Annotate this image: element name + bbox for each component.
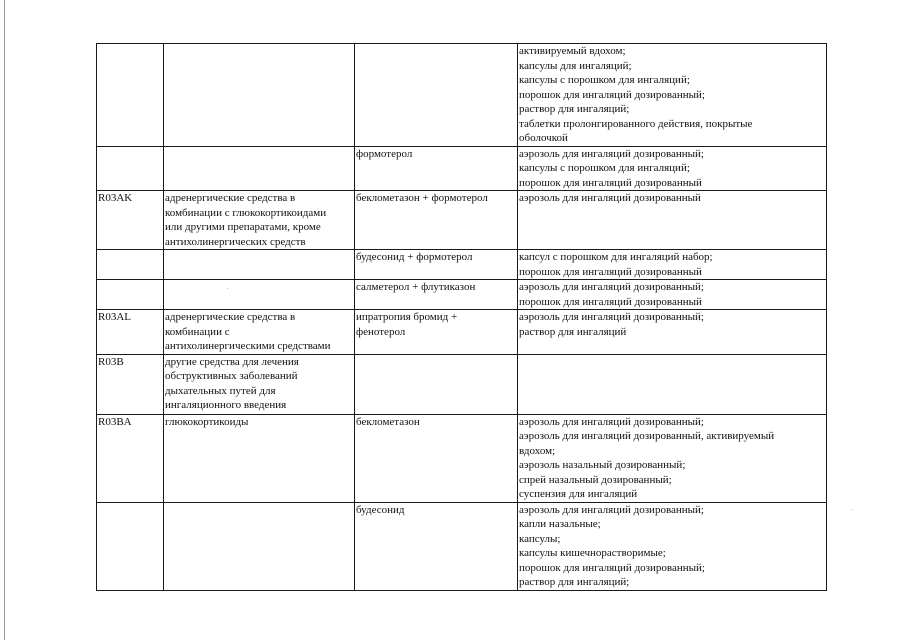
cell-text-line: раствор для ингаляций: [519, 325, 627, 338]
table-body: [97, 44, 827, 591]
substance-cell: [355, 44, 518, 147]
cell-text-line: раствор для ингаляций;: [519, 103, 630, 115]
group-name-cell: [164, 414, 355, 502]
substance-cell: [355, 146, 518, 191]
cell-text-line: другие средства для лечения: [165, 355, 299, 368]
cell-text-line: порошок для ингаляций дозированный: [519, 176, 702, 189]
cell-text-line: комбинации с глюкокортикоидами: [165, 206, 327, 219]
substance-cell: [355, 250, 518, 280]
cell-text-line: аэрозоль для ингаляций дозированный, активируемый: [519, 430, 775, 442]
cell-text-line: или другими препаратами, кроме: [165, 221, 321, 233]
table-row: [97, 502, 827, 590]
cell-text-line: беклометазон: [356, 415, 420, 428]
cell-text-line: спрей назальный дозированный;: [519, 473, 672, 486]
cell-text-line: антихолинергических средств: [165, 235, 306, 248]
drug-classification-table: [96, 43, 827, 591]
cell-text-line: фенотерол: [356, 325, 406, 338]
substance-cell: [355, 280, 518, 310]
cell-text-line: R03BA: [98, 415, 132, 428]
table-row: [97, 414, 827, 502]
substance-cell: [355, 191, 518, 250]
cell-text-line: порошок для ингаляций дозированный: [519, 295, 702, 308]
cell-text-line: аэрозоль для ингаляций дозированный;: [519, 415, 704, 428]
cell-text-line: ингаляционного введения: [165, 399, 287, 411]
cell-text-line: салметерол + флутиказон: [356, 281, 476, 293]
table-row: [97, 354, 827, 414]
dosage-forms-cell: [518, 280, 827, 310]
dosage-forms-cell: [518, 250, 827, 280]
cell-text-line: вдохом;: [519, 444, 556, 457]
dosage-forms-cell: [518, 310, 827, 355]
substance-cell: [355, 414, 518, 502]
cell-text-line: порошок для ингаляций дозированный: [519, 265, 702, 278]
dosage-forms-cell: [518, 354, 827, 414]
cell-text-line: капсулы для ингаляций;: [519, 59, 632, 72]
atc-code-cell: [97, 250, 164, 280]
cell-text-line: аэрозоль для ингаляций дозированный;: [519, 311, 704, 323]
dosage-forms-cell: [518, 191, 827, 250]
cell-text-line: оболочкой: [519, 132, 568, 144]
cell-text-line: порошок для ингаляций дозированный;: [519, 88, 705, 101]
group-name-cell: [164, 250, 355, 280]
dosage-forms-cell: [518, 502, 827, 590]
cell-text-line: раствор для ингаляций;: [519, 576, 630, 588]
atc-code-cell: [97, 414, 164, 502]
group-name-cell: [164, 191, 355, 250]
cell-text-line: аэрозоль назальный дозированный;: [519, 459, 686, 471]
group-name-cell: [164, 146, 355, 191]
cell-text-line: капсул с порошком для ингаляций набор;: [519, 251, 713, 263]
cell-text-line: ипратропия бромид +: [356, 311, 458, 323]
table-row: [97, 146, 827, 191]
substance-cell: [355, 354, 518, 414]
atc-code-cell: [97, 280, 164, 310]
dosage-forms-cell: [518, 414, 827, 502]
cell-text-line: капсулы с порошком для ингаляций;: [519, 74, 690, 86]
table-row: [97, 44, 827, 147]
cell-text-line: антихолинергическими средствами: [165, 340, 331, 352]
table-row: [97, 280, 827, 310]
cell-text-line: глюкокортикоиды: [165, 415, 249, 428]
group-name-cell: [164, 44, 355, 147]
atc-code-cell: [97, 310, 164, 355]
table-row: [97, 191, 827, 250]
atc-code-cell: [97, 354, 164, 414]
table-row: [97, 250, 827, 280]
cell-text-line: беклометазон + формотерол: [356, 192, 488, 204]
cell-text-line: адренергические средства в: [165, 311, 296, 323]
cell-text-line: порошок для ингаляций дозированный;: [519, 561, 705, 574]
cell-text-line: комбинации с: [165, 325, 230, 338]
cell-text-line: аэрозоль для ингаляций дозированный;: [519, 147, 704, 160]
cell-text-line: аэрозоль для ингаляций дозированный;: [519, 503, 704, 516]
cell-text-line: аэрозоль для ингаляций дозированный: [519, 192, 701, 204]
cell-text-line: таблетки пролонгированного действия, покрытые: [519, 117, 753, 130]
cell-text-line: капсулы кишечнорастворимые;: [519, 547, 666, 559]
cell-text-line: дыхательных путей для: [165, 384, 276, 397]
page-edge-line: [4, 0, 5, 640]
substance-cell: [355, 502, 518, 590]
group-name-cell: [164, 354, 355, 414]
cell-text-line: будесонид: [356, 503, 405, 516]
group-name-cell: [164, 310, 355, 355]
cell-text-line: активируемый вдохом;: [519, 45, 626, 57]
cell-text-line: формотерол: [356, 147, 413, 160]
group-name-cell: [164, 502, 355, 590]
cell-text-line: будесонид + формотерол: [356, 251, 473, 263]
dosage-forms-cell: [518, 44, 827, 147]
cell-text-line: аэрозоль для ингаляций дозированный;: [519, 281, 704, 293]
atc-code-cell: [97, 44, 164, 147]
cell-text-line: суспензия для ингаляций: [519, 488, 638, 500]
table-row: [97, 310, 827, 355]
group-name-cell: [164, 280, 355, 310]
cell-text-line: R03AL: [98, 311, 131, 323]
cell-text-line: капли назальные;: [519, 518, 601, 530]
atc-code-cell: [97, 146, 164, 191]
cell-text-line: капсулы;: [519, 532, 561, 545]
cell-text-line: адренергические средства в: [165, 192, 296, 204]
atc-code-cell: [97, 191, 164, 250]
cell-text-line: капсулы с порошком для ингаляций;: [519, 162, 690, 174]
cell-text-line: R03AK: [98, 192, 133, 204]
cell-text-line: обструктивных заболеваний: [165, 370, 298, 382]
cell-text-line: R03B: [98, 355, 124, 368]
dosage-forms-cell: [518, 146, 827, 191]
scan-speck: [852, 509, 853, 510]
substance-cell: [355, 310, 518, 355]
atc-code-cell: [97, 502, 164, 590]
